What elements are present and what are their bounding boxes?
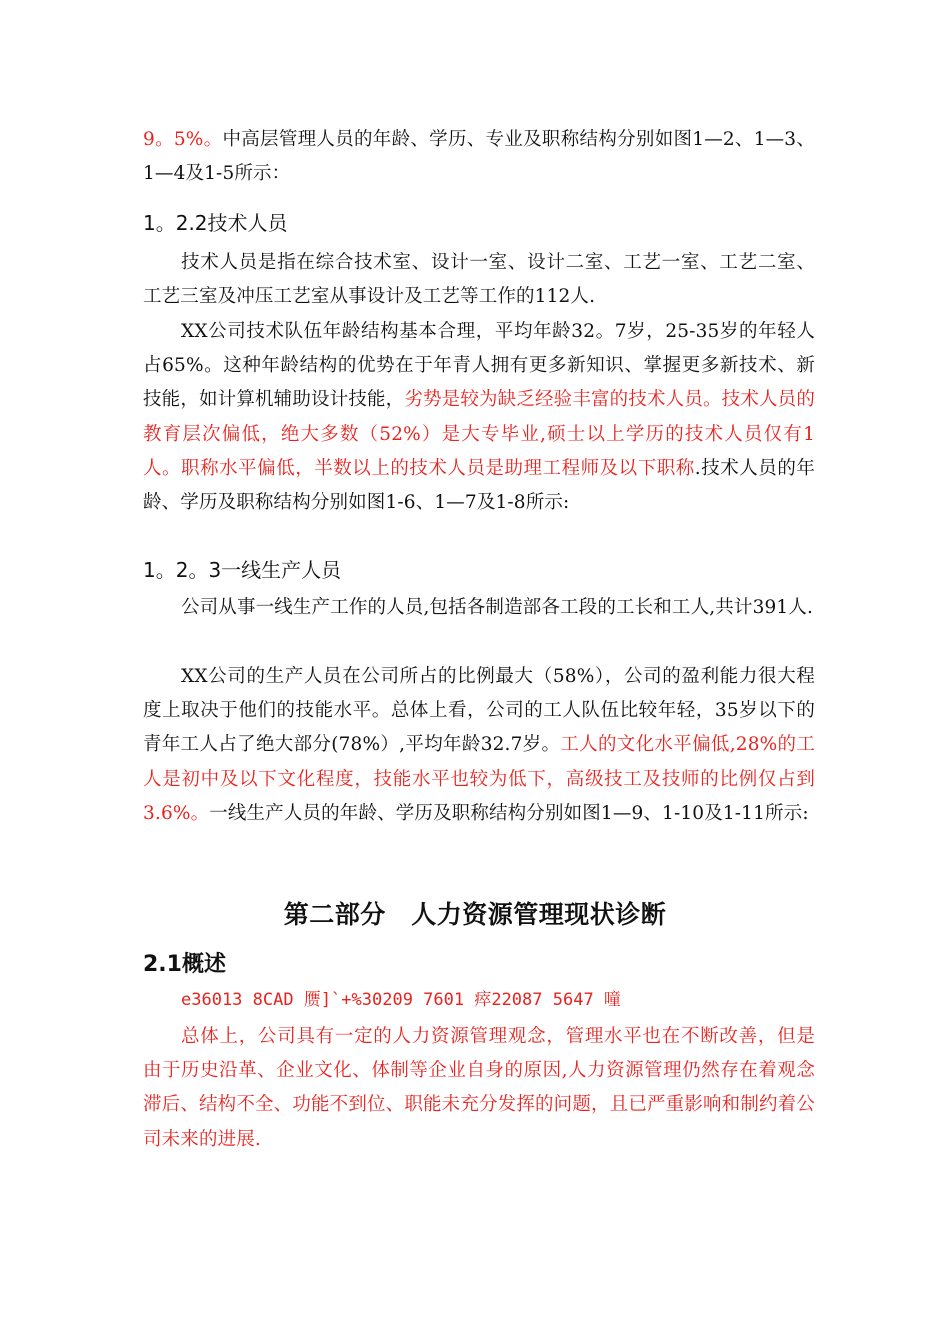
part-2-title: 第二部分 人力资源管理现状诊断 [283, 900, 667, 929]
paragraph-text: XX公司技术队伍年龄结构基本合理，平均年龄32。7岁，25-35岁的年轻人占65%。这种年龄结构的优势在于年青人拥有更多新知识、掌握更多新技术、新技能，如计算机辅助设计技能， [143, 321, 815, 411]
paragraph-text: XX公司的生产人员在公司所占的比例最大（58%），公司的盈利能力很大程度上取决于他们的技能水平。总体上看，公司的工人队伍比较年轻，35岁以下的青年工人占了绝大部分(78%）,平均年龄32.7岁。 [143, 666, 815, 756]
paragraph-text: .技术人员的年龄、学历及职称结构分别如图1-6、1—7及1-8所示: [143, 457, 815, 514]
highlight-percentage: 9。5%。 [143, 129, 223, 150]
highlight-education-level: 工人的文化水平偏低,28%的工人是初中及以下文化程度，技能水平也较为低下，高级技工及技师的比例仅占到3.6%。 [143, 734, 815, 824]
paragraph-tech-staff-analysis [143, 315, 815, 520]
paragraph-production-staff-analysis [143, 660, 815, 831]
heading-1-2-3: 1。2。3一线生产人员 [143, 558, 342, 582]
paragraph-mgmt-structure [143, 123, 815, 191]
paragraph-tech-staff-definition: 技术人员是指在综合技术室、设计一室、设计二室、工艺一室、工艺二室、工艺三室及冲压工艺室从事设计及工艺等工作的112人. [143, 252, 815, 308]
garbled-text-line: e36013 8CAD 赝]`+%30209 7601 瘁22087 5647 噇 [181, 990, 621, 1010]
heading-2-1: 2.1概述 [143, 952, 226, 977]
highlight-weakness: 劣势是较为缺乏经验丰富的技术人员。技术人员的教育层次偏低，绝大多数（52%）是大专毕业,硕士以上学历的技术人员仅有1人。职称水平偏低，半数以上的技术人员是助理工程师及以下职称 [143, 389, 815, 479]
paragraph-text: 一线生产人员的年龄、学历及职称结构分别如图1—9、1-10及1-11所示: [209, 802, 809, 824]
paragraph-overview: 总体上，公司具有一定的人力资源管理观念，管理水平也在不断改善，但是由于历史沿革、企业文化、体制等企业自身的原因,人力资源管理仍然存在着观念滞后、结构不全、功能不到位、职能未充分发挥的问题，且已严重影响和制约着公司未来的进展. [143, 1026, 815, 1150]
heading-1-2-2: 1。2.2技术人员 [143, 211, 288, 235]
paragraph-production-staff-definition: 公司从事一线生产工作的人员,包括各制造部各工段的工长和工人,共计391人. [181, 597, 814, 618]
paragraph-text: 中高层管理人员的年龄、学历、专业及职称结构分别如图1—2、1—3、1—4及1-5所示： [143, 129, 815, 185]
